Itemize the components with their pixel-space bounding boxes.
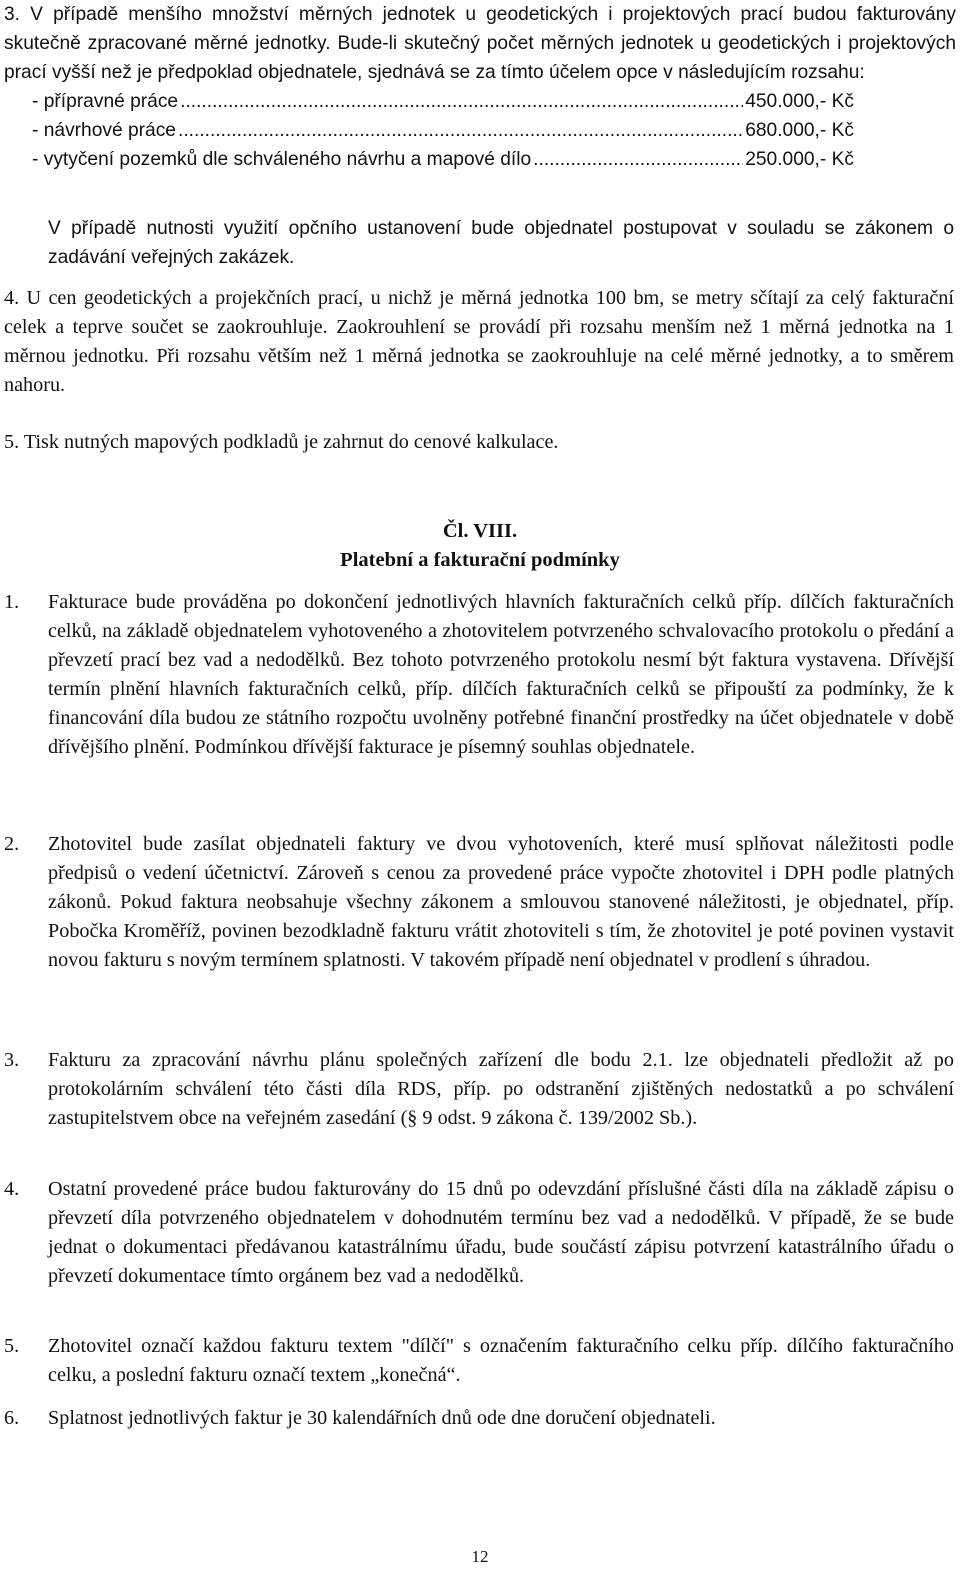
- option-amount: 250.000,- Kč: [745, 149, 854, 170]
- option-row: [32, 87, 854, 116]
- section-3-intro: [4, 0, 956, 87]
- option-amount: 680.000,- Kč: [745, 120, 854, 141]
- article-title: Platební a fakturační podmínky: [340, 549, 620, 571]
- list-item-text: Splatnost jednotlivých faktur je 30 kalendářních dnů ode dne doručení objednateli.: [48, 1407, 716, 1429]
- list-item-number: 3.: [4, 1049, 20, 1071]
- list-item-number: 6.: [4, 1407, 20, 1429]
- section-4-number: 4.: [4, 287, 20, 309]
- list-item: [4, 1404, 954, 1433]
- list-item: [4, 1046, 954, 1133]
- list-item: [4, 1175, 954, 1291]
- option-amount: 450.000,- Kč: [745, 91, 854, 112]
- section-3: [4, 0, 956, 174]
- list-item-number: 4.: [4, 1178, 20, 1200]
- option-label: - vytyčení pozemků dle schváleného návrhu a mapové dílo: [32, 149, 532, 170]
- list-item-text: Ostatní provedené práce budou fakturovány do 15 dnů po odevzdání příslušné části díla na základě zápisu o převzetí díla potvrzeného objednatelem v dohodnutém termínu bez vad a nedodělků. V případě, že se bude jednat o dokumentaci předávanou katastrálnímu úřadu, bude součástí zápisu potvrzení katastrálního úřadu o převzetí dokumentace tímto orgánem bez vad a nedodělků.: [48, 1178, 954, 1287]
- list-item: [4, 1332, 954, 1390]
- list-item-number: 2.: [4, 833, 20, 855]
- list-item-text: Fakturu za zpracování návrhu plánu společných zařízení dle bodu 2.1. lze objednateli předložit až po protokolárním schválení této části díla RDS, příp. po odstranění zjištěných nedostatků a po schválení zastupitelstvem obce na veřejném zasedání (§ 9 odst. 9 zákona č. 139/2002 Sb.).: [48, 1049, 954, 1129]
- section-3-note: V případě nutnosti využití opčního ustanovení bude objednatel postupovat v souladu se zákonem o zadávání veřejných zakázek.: [48, 218, 954, 268]
- list-item: [4, 588, 954, 762]
- list-item-number: 1.: [4, 591, 20, 613]
- section-4: [4, 284, 954, 400]
- article-number: Čl. VIII.: [442, 520, 518, 542]
- list-item: [4, 830, 954, 975]
- list-item-text: Fakturace bude prováděna po dokončení jednotlivých hlavních fakturačních celků příp. dílčích fakturačních celků, na základě objednatelem vyhotoveného a zhotovitelem potvrzeného schvalovacího protokolu o předání a převzetí prací bez vad a nedodělků. Bez tohoto potvrzeného protokolu nesmí být faktura vystavena. Dřívější termín plnění hlavních fakturačních celků, příp. dílčích fakturačních celků se připouští za podmínky, že k financování díla budou ze státního rozpočtu uvolněny potřebné finanční prostředky na účet objednatele v době dřívějšího plnění. Podmínkou dřívější fakturace je písemný souhlas objednatele.: [48, 591, 954, 758]
- option-row: [32, 145, 854, 174]
- option-label: - návrhové práce: [32, 120, 176, 141]
- section-5-number: 5.: [4, 431, 20, 453]
- dot-leader: [180, 87, 743, 116]
- section-5: [4, 428, 954, 457]
- list-item-number: 5.: [4, 1335, 20, 1357]
- page-number: 12: [471, 1547, 489, 1566]
- section-3-intro-text: V případě menšího množství měrných jednotek u geodetických i projektových prací budou fakturovány skutečně zpracované měrné jednotky. Bude-li skutečný počet měrných jednotek u geodetických i projektových prací vyšší než je předpoklad objednatele, sjednává se za tímto účelem opce v následujícím rozsahu:: [4, 4, 956, 83]
- dot-leader: [533, 145, 743, 174]
- list-item-text: Zhotovitel označí každou fakturu textem "dílčí" s označením fakturačního celku příp. dílčího fakturačního celku, a poslední fakturu označí textem „konečná“.: [48, 1335, 954, 1386]
- dot-leader: [178, 116, 743, 145]
- list-item-text: Zhotovitel bude zasílat objednateli faktury ve dvou vyhotoveních, které musí splňovat náležitosti podle předpisů o vedení účetnictví. Zároveň s cenou za provedené práce vypočte zhotovitel i DPH podle platných zákonů. Pokud faktura neobsahuje všechny zákonem a smlouvou stanovené náležitosti, je objednatel, příp. Pobočka Kroměříž, povinen bezodkladně fakturu vrátit zhotoviteli s tím, že zhotovitel je poté povinen vystavit novou fakturu s novým termínem splatnosti. V takovém případě není objednatel v prodlení s úhradou.: [48, 833, 954, 971]
- option-row: [32, 116, 854, 145]
- section-3-number: 3.: [4, 4, 21, 25]
- option-label: - přípravné práce: [32, 91, 179, 112]
- section-4-text: U cen geodetických a projekčních prací, u nichž je měrná jednotka 100 bm, se metry sčítají za celý fakturační celek a teprve součet se zaokrouhluje. Zaokrouhlení se provádí při rozsahu menším než 1 měrná jednotka na 1 měrnou jednotku. Při rozsahu větším než 1 měrná jednotka se zaokrouhluje na celé měrné jednotky, a to směrem nahoru.: [4, 287, 955, 396]
- section-5-text: Tisk nutných mapových podkladů je zahrnut do cenové kalkulace.: [23, 431, 559, 453]
